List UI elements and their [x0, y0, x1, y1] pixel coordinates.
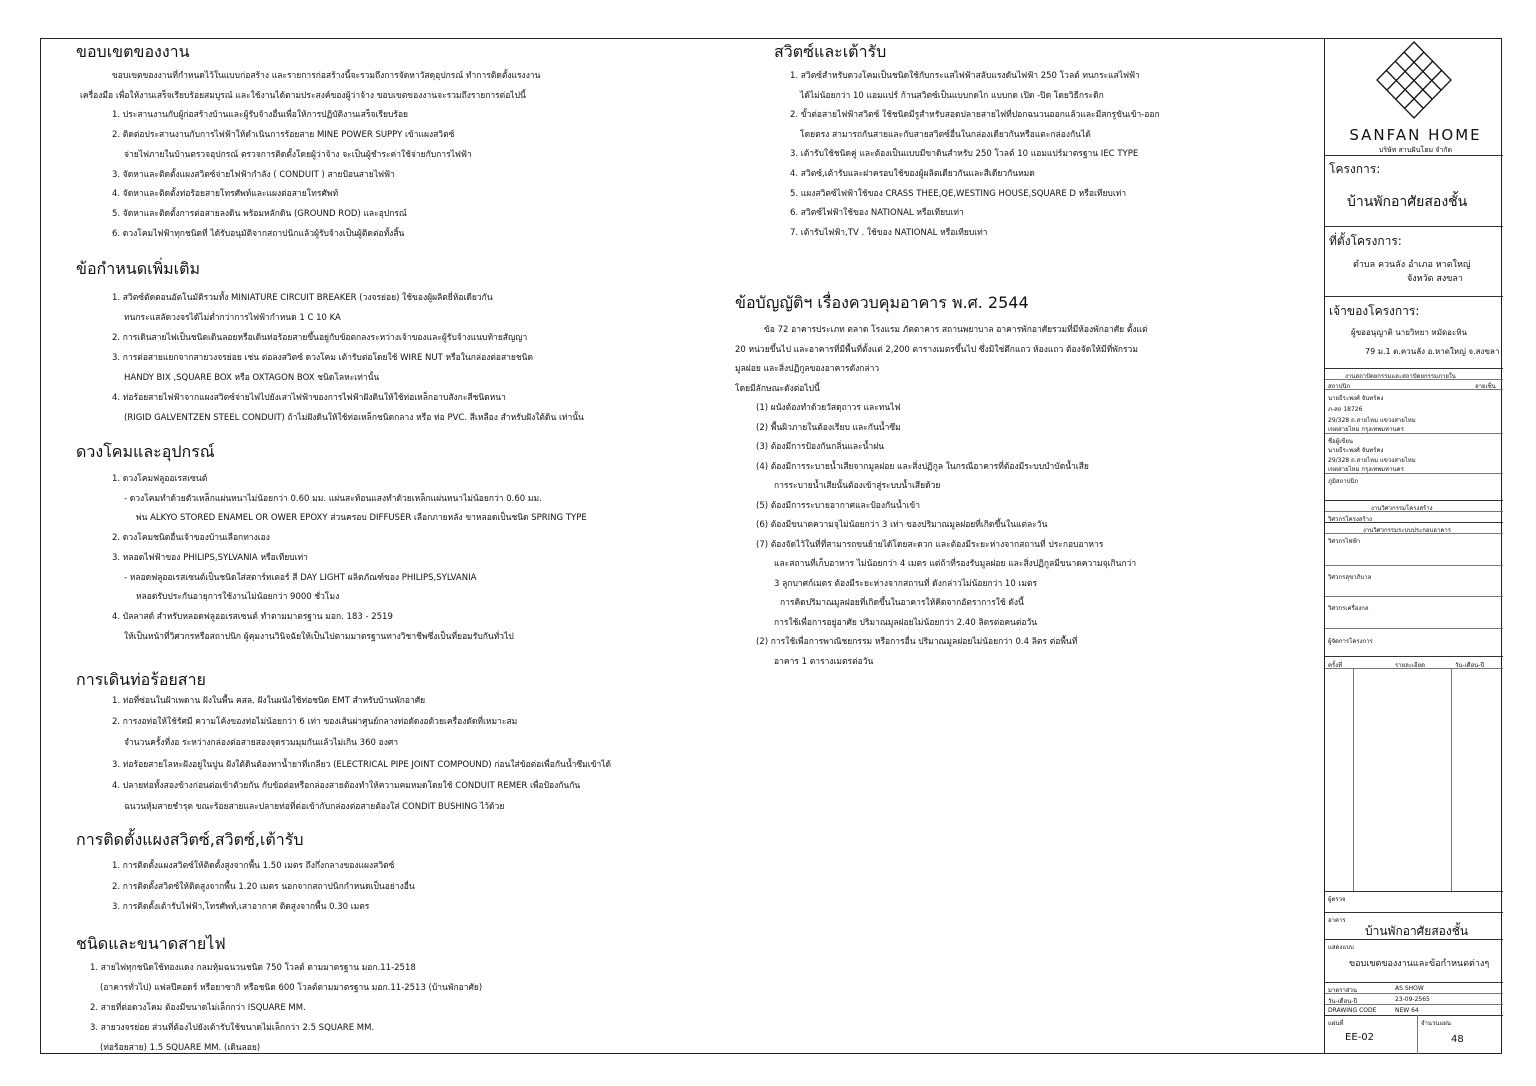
lamp-line: - หลอดฟลูออเรสเซนต์เป็นชนิดใส่สตาร์ทเตอร์ สี DAY LIGHT ผลิตภัณฑ์ของ PHILIPS,SYLVANIA — [124, 572, 477, 583]
conduit-line: 2. การงอท่อให้ใช้รัศมี ความโค้งของท่อไม่น้อยกว่า 6 เท่า ของเส้นผ่าศูนย์กลางท่อดัดงอด้วยเครื่องดัดที่เหมาะสม — [112, 717, 518, 728]
lamp-line: ให้เป็นหน้าที่วิศวกรหรือสถาปนิก ผู้คุมงานวินิจฉัยให้เป็นไปตามมาตรฐานทางวิชาชีพซึ่งเป็นที่ยอมรับกันทั่วไป — [124, 631, 514, 642]
pm-label: ผู้จัดการโครงการ — [1328, 638, 1373, 645]
law-line: การคิดปริมาณมูลฝอยที่เกิดขึ้นในอาคารให้คิดจากอัตราการใช้ ดังนี้ — [780, 598, 1024, 608]
switch-line: 4. สวิตซ์,เต้ารับและฝาครอบใช้ของผู้ผลิตเดียวกันและสีเดียวกันหมด — [790, 169, 1035, 179]
scope-line: 6. ดวงโคมไฟฟ้าทุกชนิดที่ ได้รับอนุมัติจากสถาปนิกแล้วผู้รับจ้างเป็นผู้ติดต่อทั้งสิ้น — [112, 228, 405, 239]
scale-value: AS SHOW — [1395, 985, 1424, 992]
conduit-line: 1. ท่อที่ซ่อนในฝ้าเพดาน ฝังในพื้น คสล. ฝังในผนังใช้ท่อชนิด EMT สำหรับบ้านพักอาศัย — [112, 696, 426, 706]
lamp-line: 1. ดวงโคมฟลูออเรสเซนต์ — [112, 474, 208, 484]
total-sheets: 48 — [1451, 1034, 1464, 1045]
lamp-line: - ดวงโคมทำด้วยตัวเหล็กแผ่นหนาไม่น้อยกว่า 0.60 มม. แผ่นสะท้อนแสงทำด้วยเหล็กแผ่นหนาไม่น้อยกว่า 0.60 มม. — [124, 493, 542, 504]
law-line: และสถานที่เก็บอาหาร ไม่น้อยกว่า 4 เมตร แต่ถ้าที่รองรับมูลฝอย และสิ่งปฏิกูลมีขนาดความจุเกินกว่า — [774, 559, 1137, 569]
law-line: (6) ต้องมีขนาดความจุไม่น้อยกว่า 3 เท่า ของปริมาณมูลฝอยที่เกิดขึ้นในแต่ละวัน — [756, 520, 1048, 530]
sheet-number: EE-02 — [1345, 1032, 1374, 1043]
sanfan-logo-icon — [1375, 40, 1453, 122]
wire-line: 1. สายไฟทุกชนิดใช้ทองแดง กลมหุ้มฉนวนชนิด 750 โวลต์ ตามมาตรฐาน มอก.11-2518 — [90, 963, 416, 973]
architect-address-2: เขตสายไหม กรุงเทพมหานคร — [1328, 426, 1404, 433]
scope-line: ขอบเขตของงานที่กำหนดไว้ในแบบก่อสร้าง และรายการก่อสร้างนี้จะรวมถึงการจัดหาวัสดุอุปกรณ์ ทำการติดตั้งแรงงาน — [112, 71, 541, 81]
building-label: อาคาร — [1328, 917, 1346, 924]
switch-line: 6. สวิตซ์ไฟฟ้าใช้ของ NATIONAL หรือเทียบเท่า — [790, 208, 964, 219]
lamp-line: 2. ดวงโคมชนิดอื่นเจ้าของบ้านเลือกทางเอง — [112, 533, 270, 544]
law-line: โดยมีลักษณะดังต่อไปนี้ — [735, 383, 820, 394]
lamp-line: พ่น ALKYO STORED ENAMEL OR OWER EPOXY ส่วนครอบ DIFFUSER เลือกภายหลัง ขาหลอดเป็นชนิด SPRING TYPE — [136, 513, 587, 524]
arch-header: งานสถาปัตยกรรมและสถาปัตยกรรมภายใน — [1345, 373, 1456, 380]
sheet-title: ขอบเขตของงานและข้อกำหนดต่างๆ — [1349, 959, 1490, 969]
law-line: อาคาร 1 ตารางเมตรต่อวัน — [774, 656, 874, 667]
law-line: (1) ผนังต้องทำด้วยวัสดุถาวร และทนไฟ — [756, 403, 901, 413]
scope-line: 5. จัดหาและติดตั้งการต่อสายลงดิน พร้อมหลักดิน (GROUND ROD) และอุปกรณ์ — [112, 208, 407, 219]
owner-address: 79 ม.1 ต.ควนลัง อ.หาดใหญ่ จ.สงขลา — [1365, 347, 1500, 356]
extra-line: 4. ท่อร้อยสายไฟฟ้าจากแผงสวิตซ์จ่ายไฟไปยังเสาไฟฟ้าของการไฟฟ้าฝังดินให้ใช้ท่อเหล็กอาบสังกะสีชนิดหนา — [112, 393, 506, 403]
extra-line: 1. สวิตซ์ตัดตอนอัตโนมัติรวมทั้ง MINIATURE CIRCUIT BREAKER (วงจรย่อย) ใช้ของผู้ผลิตยี่ห้อเดียวกัน — [112, 293, 493, 303]
law-line: (7) ต้องจัดไว้ในที่ที่สามารถขนย้ายได้โดยสะดวก และต้องมีระยะห่างจากสถานที่ ประกอบอาหาร — [756, 539, 1104, 550]
switch-heading: สวิตซ์และเต้ารับ — [774, 42, 887, 61]
law-line: การใช้เพื่อการอยู่อาศัย ปริมาณมูลฝอยไม่น้อยกว่า 2.40 ลิตรต่อคนต่อวัน — [774, 617, 1038, 628]
extra-line: HANDY BIX ,SQUARE BOX หรือ OXTAGON BOX ชนิดโลหะเท่านั้น — [124, 373, 380, 383]
building-name: บ้านพักอาศัยสองชั้น — [1365, 924, 1469, 938]
owner-label: เจ้าของโครงการ: — [1329, 304, 1420, 318]
scope-line: 1. ประสานงานกับผู้ก่อสร้างบ้านและผู้รับจ้างอื่นเพื่อให้การปฏิบัติงานเสร็จเรียบร้อย — [112, 110, 409, 121]
drawing-code-value: NEW 64 — [1395, 1007, 1419, 1014]
project-name: บ้านพักอาศัยสองชั้น — [1347, 194, 1468, 210]
law-line: (5) ต้องมีการระบายอากาศและป้องกันน้ำเข้า — [756, 500, 921, 511]
revision-detail-label: รายละเอียด — [1395, 662, 1426, 669]
law-line: มูลฝอย และสิ่งปฏิกูลของอาคารดังกล่าว — [735, 364, 880, 374]
install-line: 3. การติดตั้งเต้ารับไฟฟ้า,โทรศัพท์,เสาอากาศ ติดสูงจากพื้น 0.30 เมตร — [112, 902, 370, 912]
sheet-no-label: แผ่นที่ — [1328, 1020, 1344, 1027]
date-label: วัน-เดือน-ปี — [1328, 998, 1358, 1005]
sheet-title-label: แสดงแบบ — [1328, 944, 1354, 951]
landscape-label: ภูมิสถาปนิก — [1328, 478, 1359, 485]
revision-no-label: ครั้งที่ — [1328, 662, 1343, 669]
brand-name: SANFAN HOME — [1349, 126, 1482, 144]
struct-header: งานวิศวกรรมโครงสร้าง — [1371, 505, 1433, 512]
switch-line: 5. แผงสวิตซ์ไฟฟ้าใช้ของ CRASS THEE,QE,WESTING HOUSE,SQUARE D หรือเทียบเท่า — [790, 188, 1127, 199]
install-line: 1. การติดตั้งแผงสวิตซ์ให้ติดตั้งสูงจากพื้น 1.50 เมตร ถึงกึ่งกลางของแผงสวิตซ์ — [112, 861, 395, 871]
extra-line: 3. การต่อสายแยกจากสายวงจรย่อย เช่น ต่อลงสวิตซ์ ดวงโคม เต้ารับต่อโดยใช้ WIRE NUT หรือในกล่องต่อสายชนิด — [112, 353, 534, 363]
signature-label: ลายเซ็น — [1475, 383, 1496, 390]
wire-line: 2. สายที่ต่อดวงโคม ต้องมีขนาดไม่เล็กกว่า ISQUARE MM. — [90, 1003, 306, 1013]
owner-name: ผู้ขออนุญาติ นายวิทยา หมัดอะหิน — [1351, 328, 1468, 337]
switch-line: โดยตรง สามารถกันสายและกับสายสวิตซ์อื่นในกล่องเดียวกันหรือแตะกล่องกันได้ — [800, 129, 1091, 140]
mechanical-label: วิศวกรเครื่องกล — [1328, 605, 1369, 612]
switch-line: 3. เต้ารับใช้ชนิดคู่ และต้องเป็นแบบมีขาดินสำหรับ 250 โวลต์ 10 แอมแปร์มาตรฐาน IEC TYPE — [790, 149, 1139, 160]
law-line: (2) การใช้เพื่อการพาณิชยกรรม หรือการอื่น ปริมาณมูลฝอยไม่น้อยกว่า 0.4 ลิตร ต่อพื้นที่ — [756, 637, 1078, 647]
scope-line: 3. จัดหาและติดตั้งแผงสวิตซ์จ่ายไฟฟ้ากำลัง ( CONDUIT ) สายป้อนสายไฟฟ้า — [112, 169, 395, 180]
extra-line: ทนกระแสลัดวงจรได้ไม่ต่ำกว่าการไฟฟ้ากำหนด 1 C 10 KA — [124, 313, 341, 323]
location-label: ที่ตั้งโครงการ: — [1329, 234, 1402, 248]
sanitary-label: วิศวกรสุขาภิบาล — [1328, 574, 1372, 581]
location-line-1: ตำบล ควนลัง อำเภอ หาดใหญ่ — [1353, 260, 1471, 270]
conduit-line: 3. ท่อร้อยสายโลหะฝังอยู่ในปูน ฝังใต้ดินต้องทาน้ำยาที่เกลียว (ELECTRICAL PIPE JOINT COMPOUND) ก่อนใส่ข้อต่อเพื่อกันน้ำซึมเข้าได้ — [112, 759, 612, 770]
lamp-line: 3. หลอดไฟฟ้าของ PHILIPS,SYLVANIA หรือเทียบเท่า — [112, 552, 308, 563]
checker-label: ผู้ตรวจ — [1328, 896, 1346, 903]
lamp-heading: ดวงโคมและอุปกรณ์ — [76, 442, 215, 461]
extra-line: (RIGID GALVENTZEN STEEL CONDUIT) ถ้าไม่ฝังดินให้ใช้ท่อเหล็กชนิดกลาง หรือ ท่อ PVC. สีเหลือง สำหรับฝังใต้ดิน เท่านั้น — [124, 413, 584, 423]
systems-header: งานวิศวกรรมระบบประกอบอาคาร — [1363, 527, 1451, 534]
lamp-line: หลอดรับประกันอายุการใช้งานไม่น้อยกว่า 9000 ชั่วโมง — [136, 592, 340, 603]
law-line: (4) ต้องมีการระบายน้ำเสียจากมูลฝอย และสิ่งปฏิกูล ในกรณีอาคารที่ต้องมีระบบบำบัดน้ำเสีย — [756, 461, 1089, 472]
scope-line: จ่ายไฟภายในบ้านตรวจอุปกรณ์ ตรวจการติดตั้งโดยผู้ว่าจ้าง จะเป็นผู้ชำระค่าใช้จ่ายกับการไฟฟ้า — [124, 149, 472, 160]
elec-label: วิศวกรไฟฟ้า — [1328, 538, 1361, 545]
location-line-2: จังหวัด สงขลา — [1407, 274, 1463, 284]
law-heading: ข้อบัญญัติฯ เรื่องควบคุมอาคาร พ.ศ. 2544 — [735, 293, 1029, 312]
switch-line: 2. ขั้วต่อสายไฟฟ้าสวิตซ์ ใช้ชนิดมีรูสำหรับสอดปลายสายไฟที่ปอกฉนวนออกแล้วและมีสกรูขันเข้า-ออก — [790, 110, 1160, 121]
law-line: การระบายน้ำเสียนั้นต้องเข้าสู่ระบบน้ำเสียด้วย — [774, 481, 941, 491]
switch-line: ได้ไม่น้อยกว่า 10 แอมแปร์ ก้านสวิตซ์เป็นแบบกดไก แบบกด เปิด -ปิด โดยวิธีกระดิก — [800, 90, 1104, 101]
architect-address-1: 29/328 ถ.สายไหม แขวงสายไหม — [1328, 417, 1416, 424]
architect-label: สถาปนิก — [1328, 383, 1351, 390]
scope-heading: ขอบเขตของงาน — [76, 42, 190, 61]
conduit-heading: การเดินท่อร้อยสาย — [76, 670, 206, 689]
designer-address-2: เขตสายไหม กรุงเทพมหานคร — [1328, 466, 1404, 473]
scale-label: มาตราส่วน — [1328, 987, 1357, 994]
conduit-line: 4. ปลายท่อทั้งสองข้างก่อนต่อเข้าตัวยกัน กับข้อต่อหรือกล่องสายต้องทำให้ความคมหมดโดยใช้ CONDUIT REMER เพื่อป้องกันกัน — [112, 780, 581, 791]
law-line: 3 ลูกบาศก์เมตร ต้องมีระยะห่างจากสถานที่ ดังกล่าวไม่น้อยกว่า 10 เมตร — [774, 578, 1038, 589]
wire-line: 3. สายวงจรย่อย ส่วนที่ต้องไปยังเต้ารับใช้ขนาดไม่เล็กกว่า 2.5 SQUARE MM. — [90, 1023, 375, 1033]
designer-address-1: 29/328 ถ.สายไหม แขวงสายไหม — [1328, 457, 1416, 464]
designer-label: ชื่อผู้เขียน — [1328, 438, 1353, 445]
architect-name: นายธีระพงศ์ จันทร์คง — [1328, 395, 1384, 402]
project-label: โครงการ: — [1329, 162, 1381, 176]
brand-subtitle: บริษัท สานฝันโฮม จำกัด — [1378, 146, 1453, 154]
wire-line: (ท่อร้อยสาย) 1.5 SQUARE MM. (เดินลอย) — [100, 1043, 261, 1053]
extra-heading: ข้อกำหนดเพิ่มเติม — [76, 259, 201, 278]
install-line: 2. การติดตั้งสวิตซ์ให้ติดสูงจากพื้น 1.20 เมตร นอกจากสถาปนิกกำหนดเป็นอย่างอื่น — [112, 881, 415, 892]
designer-name: นายธีระพงศ์ จันทร์คง — [1328, 447, 1384, 454]
total-sheets-label: จำนวนแผ่น — [1421, 1020, 1451, 1027]
wire-line: (อาคารทั่วไป) แฟลปีคอดร์ หรือยาซากิ หรือชนิด 600 โวลต์ตามมาตรฐาน มอก.11-2513 (บ้านพักอาศัย) — [100, 983, 483, 993]
law-line: (3) ต้องมีการป้องกันกลิ่นและน้ำฝน — [756, 442, 885, 452]
switch-line: 1. สวิตซ์สำหรับดวงโคมเป็นชนิดใช้กับกระแสไฟฟ้าสลับแรงดันไฟฟ้า 250 โวลต์ ทนกระแสไฟฟ้า — [790, 71, 1140, 81]
conduit-line: จำนวนครั้งที่งอ ระหว่างกล่องต่อสายสองจุดรวมมุมกันแล้วไม่เกิน 360 องศา — [124, 738, 399, 749]
scope-line: เครื่องมือ เพื่อให้งานเสร็จเรียบร้อยสมบูรณ์ และใช้งานได้ตามประสงค์ของผู้ว่าจ้าง ขอบเขตของงานจะรวมถึงรายการต่อไปนี้ — [80, 90, 526, 101]
switch-line: 7. เต้ารับไฟฟ้า,TV . ใช้ของ NATIONAL หรือเทียบเท่า — [790, 227, 988, 238]
wire-heading: ชนิดและขนาดสายไฟ — [76, 934, 226, 953]
struct-label: วิศวกรโครงสร้าง — [1328, 516, 1372, 523]
drawing-code-label: DRAWING CODE — [1328, 1007, 1377, 1014]
scope-line: 2. ติดต่อประสานงานกับการไฟฟ้าให้ดำเนินการร้อยสาย MINE POWER SUPPY เข้าแผงสวิตซ์ — [112, 130, 455, 141]
law-line: ข้อ 72 อาคารประเภท ตลาด โรงแรม ภัตตาคาร สถานพยาบาล อาคารพักอาศัยรวมที่มีห้องพักอาศัย ตั้งแต่ — [764, 325, 1148, 335]
law-line: 20 หน่วยขึ้นไป และอาคารที่มีพื้นที่ตั้งแต่ 2,200 ตารางเมตรขึ้นไป ซึ่งมิใช่ตึกแถว ห้องแถว ต้องจัดให้มีที่พักรวม — [735, 344, 1138, 355]
title-block — [1324, 38, 1502, 1054]
conduit-line: ฉนวนหุ้มสายชำรุด ขณะร้อยสายและปลายท่อที่ต่อเข้ากับกล่องต่อสายต้องใส่ CONDIT BUSHING ไว้ด้วย — [124, 802, 505, 812]
revision-date-label: วัน-เดือน-ปี — [1455, 662, 1485, 669]
date-value: 23-09-2565 — [1395, 996, 1430, 1003]
architect-license: ภ-สถ 18726 — [1328, 406, 1363, 413]
scope-line: 4. จัดหาและติดตั้งท่อร้อยสายโทรศัพท์และแผงต่อสายโทรศัพท์ — [112, 189, 339, 200]
law-line: (2) พื้นผิวภายในต้องเรียบ และกันน้ำซึม — [756, 422, 901, 433]
lamp-line: 4. บัลลาสต์ สำหรับหลอดฟลูออเรสเซนต์ ทำตามมาตรฐาน มอก. 183 - 2519 — [112, 611, 393, 622]
extra-line: 2. การเดินสายไฟเป็นชนิดเดินลอยหรือเดินท่อร้อยสายขึ้นอยู่กับข้อตกลงระหว่างเจ้าของและผู้รับจ้างแนบท้ายสัญญา — [112, 333, 528, 343]
install-heading: การติดตั้งแผงสวิตซ์,สวิตซ์,เต้ารับ — [76, 830, 304, 849]
